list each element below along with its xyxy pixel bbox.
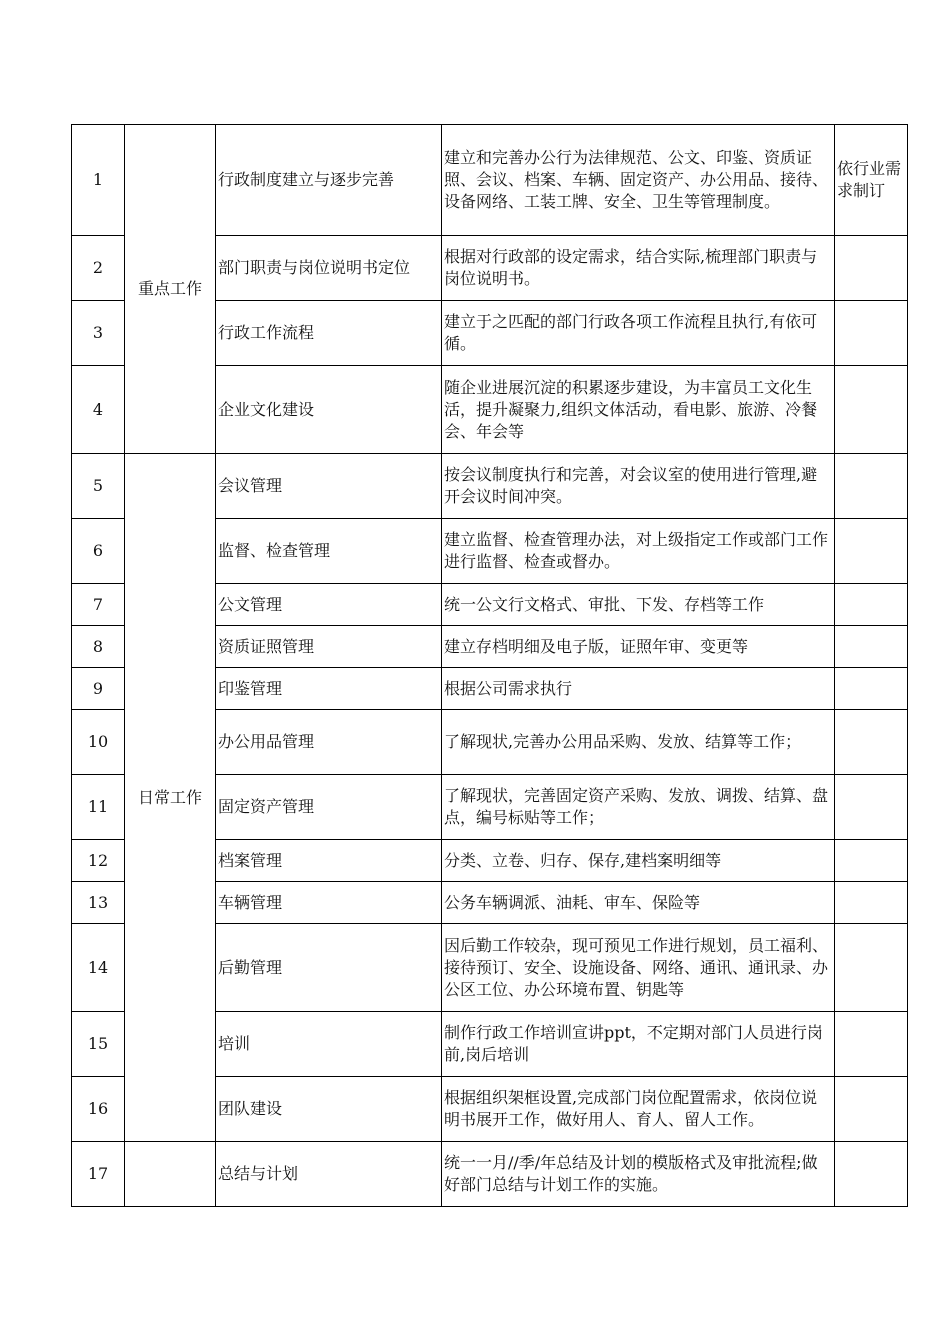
- row-number: 1: [72, 125, 125, 236]
- row-number: 15: [72, 1012, 125, 1077]
- work-description: 随企业进展沉淀的积累逐步建设，为丰富员工文化生活，提升凝聚力,组织文体活动，看电影、旅游、冷餐会、年会等: [442, 366, 835, 454]
- work-description: 建立存档明细及电子版，证照年审、变更等: [442, 626, 835, 668]
- row-number: 7: [72, 584, 125, 626]
- work-item: 公文管理: [216, 584, 442, 626]
- work-description: 统一一月//季/年总结及计划的模版格式及审批流程;做好部门总结与计划工作的实施。: [442, 1142, 835, 1207]
- work-note: [835, 584, 908, 626]
- work-item: 团队建设: [216, 1077, 442, 1142]
- work-description: 建立于之匹配的部门行政各项工作流程且执行,有依可循。: [442, 301, 835, 366]
- work-item: 监督、检查管理: [216, 519, 442, 584]
- table-row: [72, 125, 908, 236]
- row-number: 9: [72, 668, 125, 710]
- work-item: 企业文化建设: [216, 366, 442, 454]
- work-description: 统一公文行文格式、审批、下发、存档等工作: [442, 584, 835, 626]
- work-note: [835, 1142, 908, 1207]
- category-key-work: 重点工作: [125, 125, 216, 454]
- row-number: 8: [72, 626, 125, 668]
- row-number: 17: [72, 1142, 125, 1207]
- row-number: 13: [72, 882, 125, 924]
- work-item: 车辆管理: [216, 882, 442, 924]
- work-description: 建立和完善办公行为法律规范、公文、印鉴、资质证照、会议、档案、车辆、固定资产、办公用品、接待、设备网络、工装工牌、安全、卫生等管理制度。: [442, 125, 835, 236]
- work-item: 培训: [216, 1012, 442, 1077]
- work-item: 印鉴管理: [216, 668, 442, 710]
- work-item: 总结与计划: [216, 1142, 442, 1207]
- work-note: [835, 454, 908, 519]
- row-number: 10: [72, 710, 125, 775]
- work-description: 根据对行政部的设定需求，结合实际,梳理部门职责与岗位说明书。: [442, 236, 835, 301]
- work-description: 了解现状，完善固定资产采购、发放、调拨、结算、盘点，编号标贴等工作；: [442, 775, 835, 840]
- row-number: 6: [72, 519, 125, 584]
- row-number: 14: [72, 924, 125, 1012]
- work-description: 根据组织架框设置,完成部门岗位配置需求，依岗位说明书展开工作，做好用人、育人、留人工作。: [442, 1077, 835, 1142]
- category-daily-work: 日常工作: [125, 454, 216, 1142]
- work-item: 行政制度建立与逐步完善: [216, 125, 442, 236]
- work-note: [835, 668, 908, 710]
- work-description: 建立监督、检查管理办法，对上级指定工作或部门工作进行监督、检查或督办。: [442, 519, 835, 584]
- work-description: 了解现状,完善办公用品采购、发放、结算等工作；: [442, 710, 835, 775]
- work-description: 制作行政工作培训宣讲ppt，不定期对部门人员进行岗前,岗后培训: [442, 1012, 835, 1077]
- row-number: 12: [72, 840, 125, 882]
- work-item: 后勤管理: [216, 924, 442, 1012]
- work-item: 会议管理: [216, 454, 442, 519]
- work-note: [835, 1012, 908, 1077]
- row-number: 3: [72, 301, 125, 366]
- work-item: 办公用品管理: [216, 710, 442, 775]
- work-note: [835, 626, 908, 668]
- work-note: [835, 882, 908, 924]
- category-empty: [125, 1142, 216, 1207]
- work-description: 根据公司需求执行: [442, 668, 835, 710]
- work-plan-table: [71, 124, 908, 1207]
- work-note: [835, 710, 908, 775]
- work-description: 分类、立卷、归存、保存,建档案明细等: [442, 840, 835, 882]
- work-description: 公务车辆调派、油耗、审车、保险等: [442, 882, 835, 924]
- row-number: 4: [72, 366, 125, 454]
- row-number: 5: [72, 454, 125, 519]
- table-row: [72, 1142, 908, 1207]
- work-note: [835, 1077, 908, 1142]
- work-description: 因后勤工作较杂，现可预见工作进行规划，员工福利、接待预订、安全、设施设备、网络、通讯、通讯录、办公区工位、办公环境布置、钥匙等: [442, 924, 835, 1012]
- work-item: 固定资产管理: [216, 775, 442, 840]
- work-item: 部门职责与岗位说明书定位: [216, 236, 442, 301]
- work-note: [835, 519, 908, 584]
- work-note: [835, 366, 908, 454]
- work-description: 按会议制度执行和完善，对会议室的使用进行管理,避开会议时间冲突。: [442, 454, 835, 519]
- work-note: 依行业需求制订: [835, 125, 908, 236]
- row-number: 11: [72, 775, 125, 840]
- work-item: 行政工作流程: [216, 301, 442, 366]
- work-note: [835, 236, 908, 301]
- work-item: 资质证照管理: [216, 626, 442, 668]
- row-number: 2: [72, 236, 125, 301]
- work-item: 档案管理: [216, 840, 442, 882]
- work-note: [835, 840, 908, 882]
- work-note: [835, 775, 908, 840]
- work-note: [835, 301, 908, 366]
- row-number: 16: [72, 1077, 125, 1142]
- table-row: [72, 454, 908, 519]
- work-note: [835, 924, 908, 1012]
